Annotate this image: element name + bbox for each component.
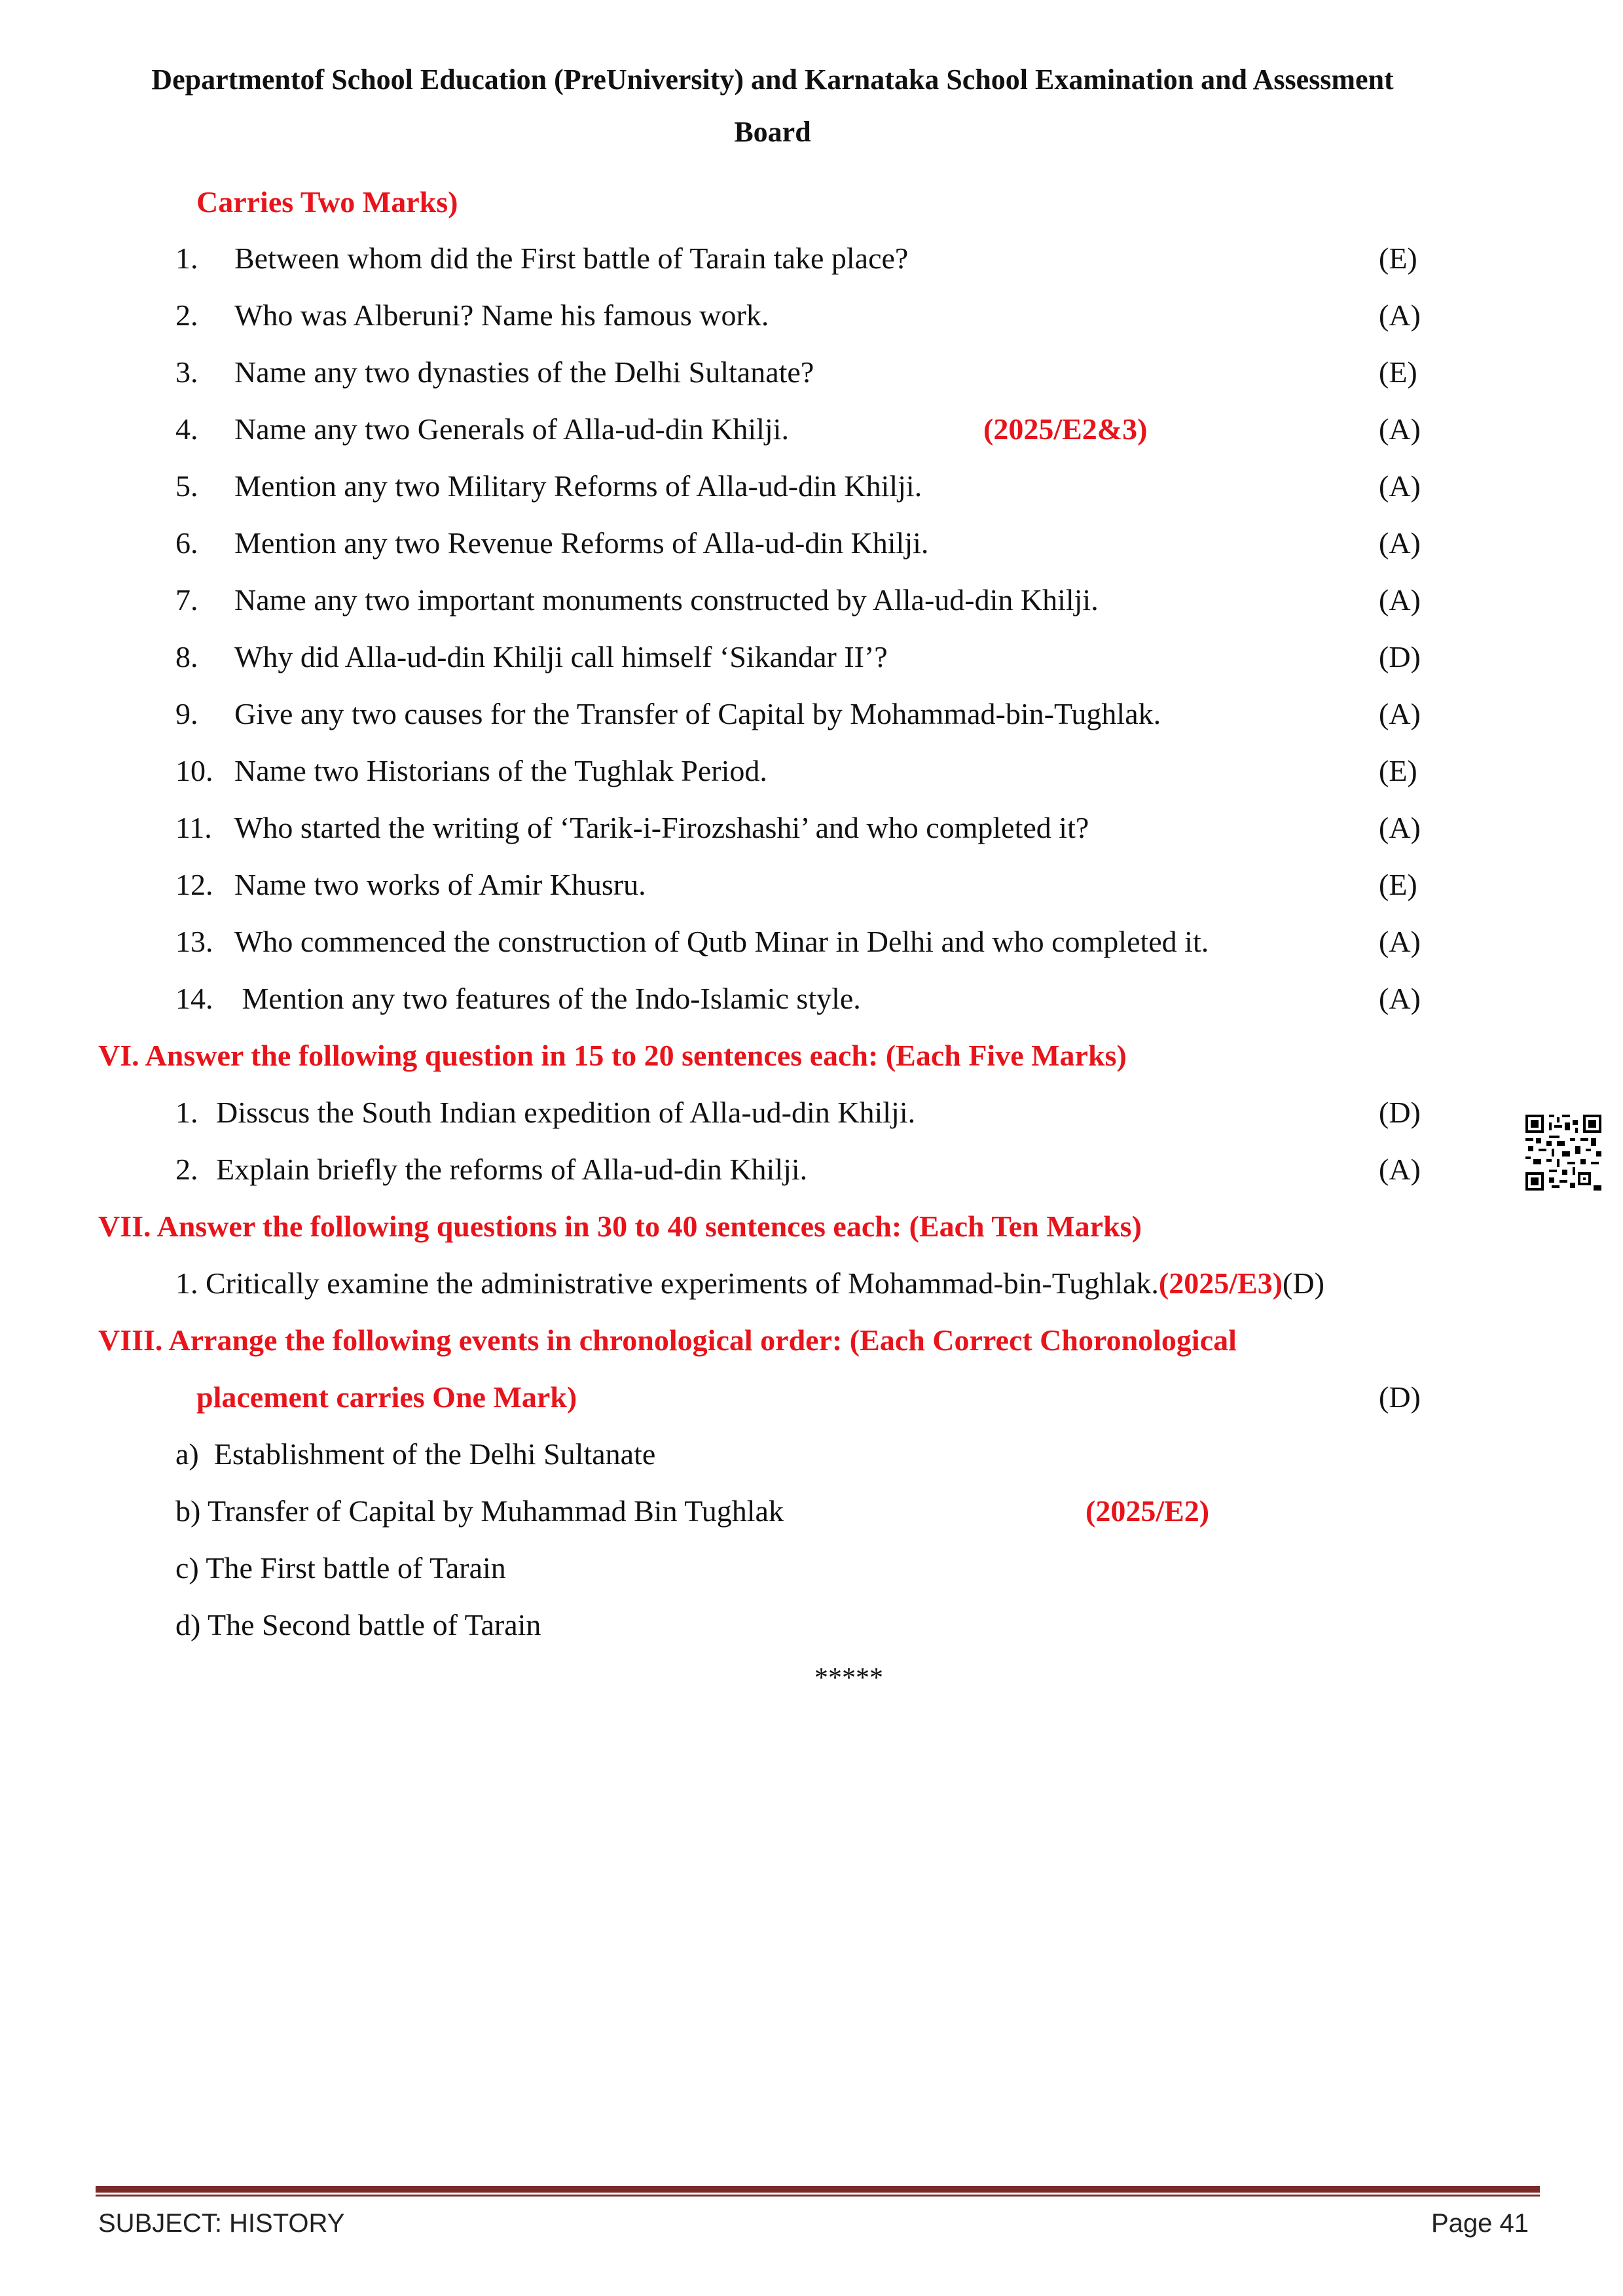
header-line-1: Departmentof School Education (PreUniversity) and Karnataka School Examination and Assessment	[151, 63, 1394, 96]
question-category: (A)	[1379, 925, 1421, 958]
question-text: Critically examine the administrative experiments of Mohammad-bin-Tughlak.	[206, 1266, 1159, 1300]
list-item: b) Transfer of Capital by Muhammad Bin Tughlak	[175, 1494, 784, 1528]
question-text: Explain briefly the reforms of Alla-ud-din Khilji.	[216, 1153, 808, 1186]
question-text: Who was Alberuni? Name his famous work.	[234, 298, 769, 332]
section-vii-question	[175, 1266, 1324, 1300]
question-category: (A)	[1379, 526, 1421, 560]
question-category: (A)	[1379, 697, 1421, 730]
qr-code-icon	[1524, 1115, 1603, 1191]
question-number: 11.	[175, 811, 212, 844]
question-text: Name any two dynasties of the Delhi Sultanate?	[234, 355, 814, 389]
section-viii-heading-line-2: placement carries One Mark)	[196, 1380, 577, 1414]
question-number: 2.	[175, 1153, 198, 1186]
page-number: Page 41	[1431, 2209, 1529, 2238]
question-number: 2.	[175, 298, 198, 332]
footer-subject: SUBJECT: HISTORY	[98, 2209, 345, 2238]
question-category: (A)	[1379, 982, 1421, 1015]
question-text: Name any two important monuments constructed by Alla-ud-din Khilji.	[234, 583, 1099, 617]
question-number: 13.	[175, 925, 213, 958]
question-text: Name any two Generals of Alla-ud-din Khilji.	[234, 412, 789, 446]
question-category: (D)	[1283, 1266, 1324, 1300]
section-vi-heading: VI. Answer the following question in 15 to 20 sentences each: (Each Five Marks)	[98, 1039, 1127, 1072]
question-text: Name two Historians of the Tughlak Period.	[234, 754, 767, 787]
question-text: Who started the writing of ‘Tarik-i-Firozshashi’ and who completed it?	[234, 811, 1089, 844]
question-number: 7.	[175, 583, 198, 617]
footer-rule	[96, 2186, 1540, 2193]
question-number: 8.	[175, 640, 198, 673]
question-text: Disscus the South Indian expedition of Alla-ud-din Khilji.	[216, 1096, 916, 1129]
question-number: 9.	[175, 697, 198, 730]
question-category: (A)	[1379, 583, 1421, 617]
end-mark: *****	[814, 1663, 883, 1693]
question-category: (D)	[1379, 1380, 1421, 1414]
question-number: 4.	[175, 412, 198, 446]
question-number: 10.	[175, 754, 213, 787]
exam-year-tag: (2025/E2)	[1085, 1494, 1210, 1528]
list-item: a) Establishment of the Delhi Sultanate	[175, 1437, 656, 1471]
exam-year-tag: (2025/E2&3)	[983, 412, 1148, 446]
question-category: (A)	[1379, 1153, 1421, 1186]
question-text: Why did Alla-ud-din Khilji call himself ‘Sikandar II’?	[234, 640, 888, 673]
question-number: 12.	[175, 868, 213, 901]
list-item: d) The Second battle of Tarain	[175, 1608, 541, 1641]
question-number: 5.	[175, 469, 198, 503]
question-category: (A)	[1379, 811, 1421, 844]
list-item: c) The First battle of Tarain	[175, 1551, 506, 1585]
question-category: (E)	[1379, 868, 1417, 901]
question-category: (A)	[1379, 412, 1421, 446]
question-category: (A)	[1379, 298, 1421, 332]
footer-rule-thin	[96, 2195, 1540, 2197]
question-category: (D)	[1379, 1096, 1421, 1129]
question-text: Mention any two Revenue Reforms of Alla-ud-din Khilji.	[234, 526, 929, 560]
question-category: (E)	[1379, 355, 1417, 389]
question-text: Mention any two features of the Indo-Islamic style.	[234, 982, 861, 1015]
question-number: 1.	[175, 1266, 198, 1300]
question-number: 1.	[175, 1096, 198, 1129]
question-text: Between whom did the First battle of Tarain take place?	[234, 242, 909, 275]
question-category: (A)	[1379, 469, 1421, 503]
question-text: Mention any two Military Reforms of Alla-ud-din Khilji.	[234, 469, 922, 503]
header-line-2: Board	[734, 116, 811, 148]
section-vii-heading: VII. Answer the following questions in 30 to 40 sentences each: (Each Ten Marks)	[98, 1210, 1142, 1243]
question-category: (D)	[1379, 640, 1421, 673]
question-number: 14.	[175, 982, 213, 1015]
exam-year-tag: (2025/E3)	[1158, 1266, 1283, 1300]
question-category: (E)	[1379, 242, 1417, 275]
section-viii-heading-line-1: VIII. Arrange the following events in chronological order: (Each Correct Choronological	[98, 1323, 1237, 1357]
question-text: Give any two causes for the Transfer of Capital by Mohammad-bin-Tughlak.	[234, 697, 1161, 730]
question-number: 6.	[175, 526, 198, 560]
question-number: 3.	[175, 355, 198, 389]
question-category: (E)	[1379, 754, 1417, 787]
question-number: 1.	[175, 242, 198, 275]
question-text: Name two works of Amir Khusru.	[234, 868, 646, 901]
question-text: Who commenced the construction of Qutb Minar in Delhi and who completed it.	[234, 925, 1209, 958]
section-v-tail: Carries Two Marks)	[196, 185, 458, 219]
